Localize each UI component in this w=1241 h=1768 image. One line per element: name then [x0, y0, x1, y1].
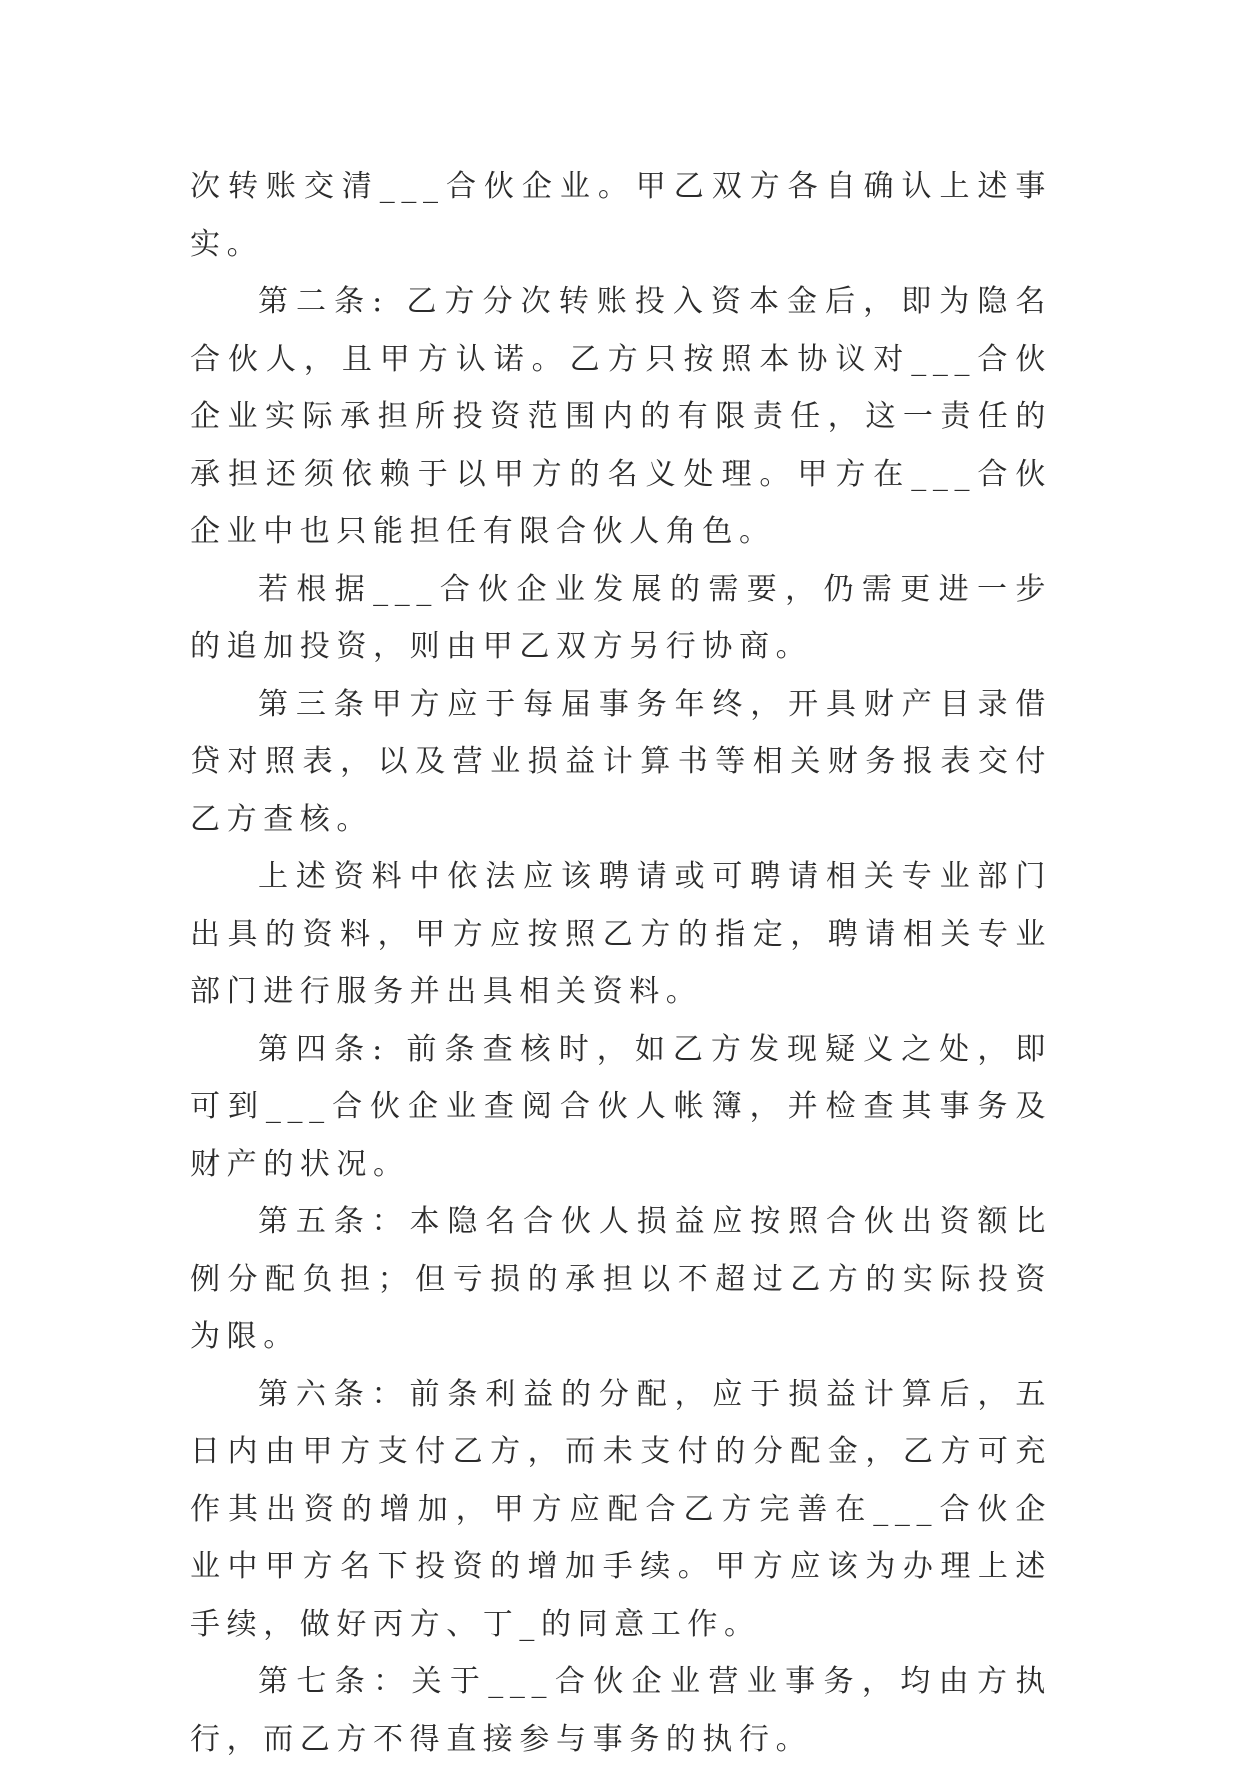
paragraph-materials: 上述资料中依法应该聘请或可聘请相关专业部门出具的资料，甲方应按照乙方的指定，聘请相关专业部门进行服务并出具相关资料。 — [190, 859, 1052, 1009]
paragraph-additional-investment: 若根据___合伙企业发展的需要，仍需更进一步的追加投资，则由甲乙双方另行协商。 — [190, 571, 1052, 664]
paragraph-article-2: 第二条: 乙方分次转账投入资本金后，即为隐名合伙人，且甲方认诺。乙方只按照本协议对___合伙企业实际承担所投资范围内的有限责任，这一责任的承担还须依赖于以甲方的名义处理。甲方在___合伙企业中也只能担任有限合伙人角色。 — [190, 284, 1052, 549]
paragraph-article-3: 第三条甲方应于每届事务年终，开具财产目录借贷对照表，以及营业损益计算书等相关财务报表交付乙方查核。 — [190, 686, 1052, 837]
paragraph-article-6: 第六条：前条利益的分配，应于损益计算后，五日内由甲方支付乙方，而未支付的分配金，乙方可充作其出资的增加，甲方应配合乙方完善在___合伙企业中甲方名下投资的增加手续。甲方应该为办理上述手续，做好丙方、丁_的同意工作。 — [190, 1376, 1052, 1642]
paragraph-continuation: 次转账交清___合伙企业。甲乙双方各自确认上述事实。 — [190, 169, 1052, 262]
paragraph-article-4: 第四条: 前条查核时，如乙方发现疑义之处，即可到___合伙企业查阅合伙人帐簿，并检查其事务及财产的状况。 — [190, 1031, 1052, 1182]
document-body — [190, 158, 1052, 1768]
paragraph-article-7: 第七条：关于___合伙企业营业事务，均由方执行，而乙方不得直接参与事务的执行。 — [190, 1664, 1052, 1757]
paragraph-article-5: 第五条：本隐名合伙人损益应按照合伙出资额比例分配负担；但亏损的承担以不超过乙方的实际投资为限。 — [190, 1204, 1052, 1354]
